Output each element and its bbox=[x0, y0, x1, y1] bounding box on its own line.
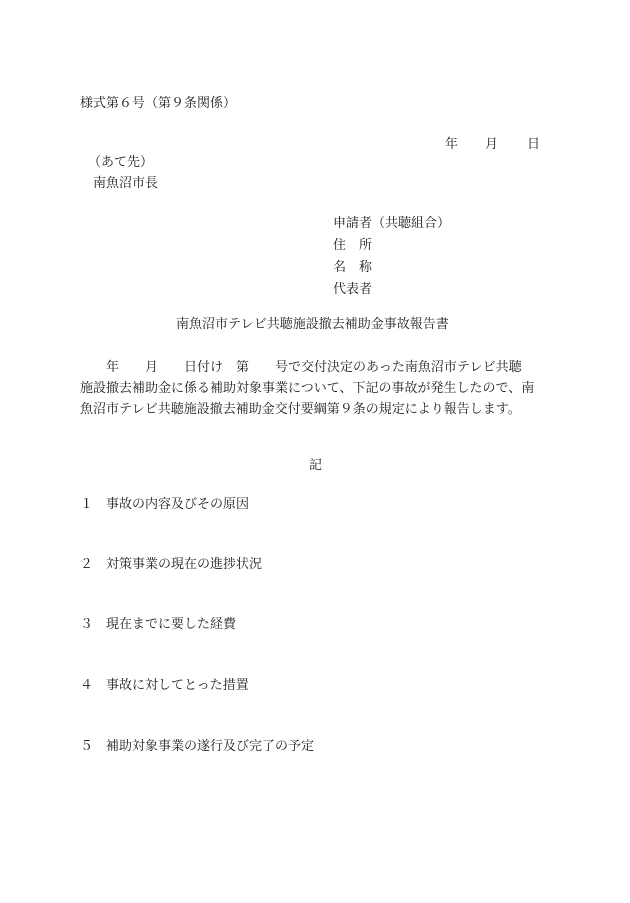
addressee-name: 南魚沼市長 bbox=[93, 176, 159, 191]
body-dai: 第 bbox=[236, 360, 250, 375]
body-line-1 bbox=[80, 357, 555, 378]
applicant-address-label: 住 所 bbox=[333, 238, 373, 253]
item-number: ５ bbox=[80, 739, 94, 754]
item-label: 対策事業の現在の進捗状況 bbox=[106, 557, 263, 572]
date-year-label: 年 bbox=[445, 137, 459, 152]
body-paragraph bbox=[80, 357, 555, 420]
body-year: 年 bbox=[106, 360, 120, 375]
list-item bbox=[80, 679, 249, 692]
list-item bbox=[80, 498, 249, 511]
item-label: 事故の内容及びその原因 bbox=[106, 497, 250, 512]
item-number: １ bbox=[80, 497, 94, 512]
applicant-heading: 申請者（共聴組合） bbox=[333, 216, 451, 231]
item-label: 事故に対してとった措置 bbox=[106, 678, 249, 693]
item-number: ３ bbox=[80, 617, 94, 632]
applicant-representative-label: 代表者 bbox=[333, 282, 373, 297]
ki-heading: 記 bbox=[309, 458, 323, 473]
item-number: ２ bbox=[80, 557, 94, 572]
list-item bbox=[80, 740, 314, 753]
body-line-1-rest: 号で交付決定のあった南魚沼市テレビ共聴 bbox=[275, 360, 522, 375]
addressee-label: （あて先） bbox=[88, 155, 154, 170]
applicant-block bbox=[333, 217, 450, 305]
applicant-name-label: 名 称 bbox=[333, 260, 373, 275]
item-label: 現在までに要した経費 bbox=[106, 617, 237, 632]
body-dated: 日付け bbox=[184, 360, 224, 375]
document-title: 南魚沼市テレビ共聴施設撤去補助金事故報告書 bbox=[176, 317, 449, 332]
item-number: ４ bbox=[80, 678, 94, 693]
item-label: 補助対象事業の遂行及び完了の予定 bbox=[106, 739, 315, 754]
body-line-3: 魚沼市テレビ共聴施設撤去補助金交付要綱第９条の規定により報告します。 bbox=[80, 402, 521, 417]
date-line bbox=[445, 138, 540, 151]
list-item bbox=[80, 618, 236, 631]
body-month: 月 bbox=[145, 360, 159, 375]
list-item bbox=[80, 558, 262, 571]
body-line-2: 施設撤去補助金に係る補助対象事業について、下記の事故が発生したので、南 bbox=[80, 381, 535, 396]
date-day-label: 日 bbox=[527, 137, 541, 152]
date-month-label: 月 bbox=[485, 137, 499, 152]
form-number: 様式第６号（第９条関係） bbox=[80, 96, 237, 111]
